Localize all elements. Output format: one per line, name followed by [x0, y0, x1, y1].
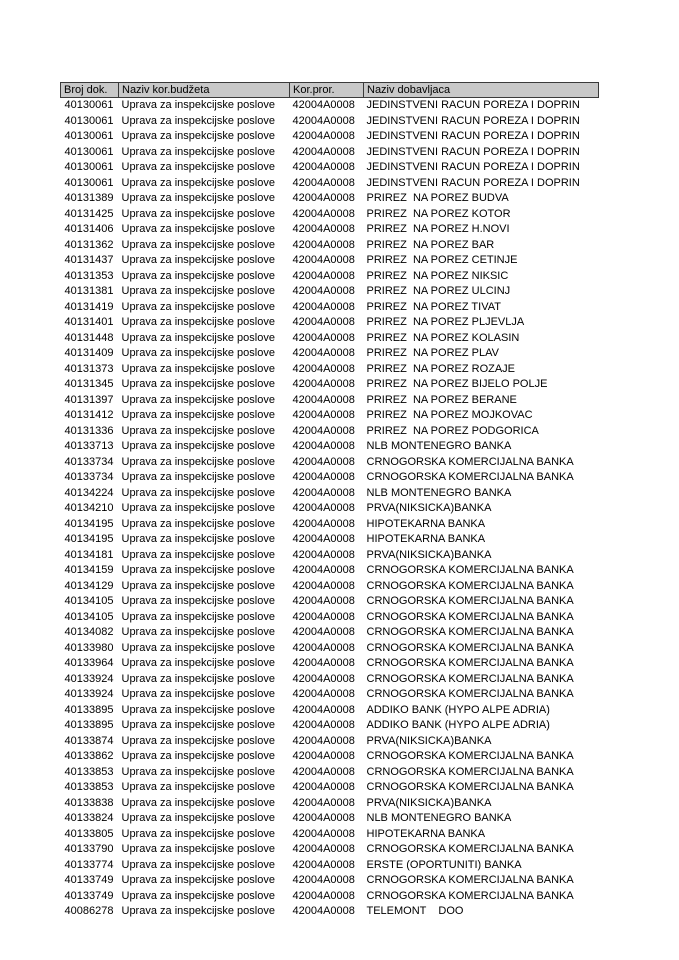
cell-naziv-dobavljaca: PRIREZ NA POREZ KOTOR: [366, 207, 511, 220]
cell-broj-dok: 40133805: [64, 827, 114, 840]
cell-broj-dok: 40134195: [64, 533, 114, 545]
cell-broj-dok: 40086278: [64, 905, 114, 917]
cell-broj-dok: 40131345: [64, 378, 114, 390]
cell-broj-dok: 40131373: [64, 362, 114, 375]
cell-naziv-kor-budzeta: Uprava za inspekcijske poslove: [121, 579, 275, 592]
table-row[interactable]: [61, 408, 599, 424]
table-row[interactable]: [61, 703, 599, 719]
column-header-naziv-dobavljaca[interactable]: Naziv dobavljaca: [364, 83, 599, 98]
cell-naziv-kor-budzeta: Uprava za inspekcijske poslove: [121, 781, 275, 793]
cell-naziv-dobavljaca: JEDINSTVENI RACUN POREZA I DOPRIN: [366, 176, 580, 189]
cell-kor-pror: 42004A0008: [292, 409, 355, 421]
cell-naziv-kor-budzeta: Uprava za inspekcijske poslove: [121, 517, 275, 530]
cell-naziv-kor-budzeta: Uprava za inspekcijske poslove: [121, 750, 275, 762]
table-row[interactable]: [61, 904, 599, 920]
cell-broj-dok: 40130061: [64, 114, 114, 127]
cell-naziv-kor-budzeta: Uprava za inspekcijske poslove: [121, 285, 275, 297]
cell-kor-pror: 42004A0008: [292, 176, 355, 189]
cell-naziv-kor-budzeta: Uprava za inspekcijske poslove: [121, 812, 275, 824]
cell-naziv-kor-budzeta: Uprava za inspekcijske poslove: [121, 564, 275, 576]
cell-kor-pror: 42004A0008: [292, 812, 355, 824]
table-row[interactable]: [61, 842, 599, 858]
cell-broj-dok: 40134082: [64, 626, 114, 638]
cell-broj-dok: 40131406: [64, 223, 114, 235]
cell-broj-dok: 40134195: [64, 517, 114, 530]
cell-naziv-kor-budzeta: Uprava za inspekcijske poslove: [121, 254, 275, 266]
cell-naziv-dobavljaca: PRIREZ NA POREZ TIVAT: [366, 300, 501, 313]
table-row[interactable]: [61, 687, 599, 703]
table-row[interactable]: [61, 284, 599, 300]
cell-kor-pror: 42004A0008: [292, 610, 355, 623]
cell-naziv-dobavljaca: JEDINSTVENI RACUN POREZA I DOPRIN: [366, 145, 580, 158]
cell-kor-pror: 42004A0008: [292, 393, 355, 406]
cell-kor-pror: 42004A0008: [292, 238, 355, 251]
cell-broj-dok: 40133853: [64, 765, 114, 778]
table-row[interactable]: [61, 315, 599, 331]
table-body: [61, 98, 599, 920]
cell-naziv-dobavljaca: PRVA(NIKSICKA)BANKA: [366, 548, 492, 561]
cell-broj-dok: 40131401: [64, 316, 114, 328]
cell-naziv-kor-budzeta: Uprava za inspekcijske poslove: [121, 858, 275, 871]
cell-naziv-kor-budzeta: Uprava za inspekcijske poslove: [121, 176, 275, 189]
cell-kor-pror: 42004A0008: [292, 517, 355, 530]
cell-naziv-kor-budzeta: Uprava za inspekcijske poslove: [121, 409, 275, 421]
cell-kor-pror: 42004A0008: [292, 905, 355, 917]
cell-broj-dok: 40130061: [64, 99, 114, 111]
cell-kor-pror: 42004A0008: [292, 207, 355, 220]
cell-kor-pror: 42004A0008: [292, 548, 355, 561]
table-row[interactable]: [61, 625, 599, 641]
table-row[interactable]: [61, 393, 599, 409]
cell-kor-pror: 42004A0008: [292, 641, 355, 654]
cell-broj-dok: 40131353: [64, 269, 114, 282]
table-row[interactable]: [61, 734, 599, 750]
cell-naziv-dobavljaca: ADDIKO BANK (HYPO ALPE ADRIA): [366, 703, 550, 716]
cell-naziv-kor-budzeta: Uprava za inspekcijske poslove: [121, 874, 275, 886]
cell-naziv-dobavljaca: HIPOTEKARNA BANKA: [366, 517, 486, 530]
cell-naziv-kor-budzeta: Uprava za inspekcijske poslove: [121, 827, 275, 840]
cell-naziv-dobavljaca: CRNOGORSKA KOMERCIJALNA BANKA: [366, 610, 574, 623]
cell-naziv-kor-budzeta: Uprava za inspekcijske poslove: [121, 238, 275, 251]
cell-kor-pror: 42004A0008: [292, 579, 355, 592]
cell-broj-dok: 40131409: [64, 347, 114, 359]
cell-naziv-dobavljaca: TELEMONT DOO: [366, 905, 464, 917]
cell-kor-pror: 42004A0008: [292, 827, 355, 840]
cell-broj-dok: 40133749: [64, 874, 114, 886]
cell-kor-pror: 42004A0008: [292, 114, 355, 127]
cell-naziv-dobavljaca: JEDINSTVENI RACUN POREZA I DOPRIN: [366, 114, 580, 127]
cell-naziv-kor-budzeta: Uprava za inspekcijske poslove: [121, 626, 275, 638]
cell-naziv-kor-budzeta: Uprava za inspekcijske poslove: [121, 455, 275, 468]
cell-kor-pror: 42004A0008: [292, 300, 355, 313]
cell-naziv-dobavljaca: CRNOGORSKA KOMERCIJALNA BANKA: [366, 688, 574, 700]
table-row[interactable]: [61, 160, 599, 176]
table-row[interactable]: [61, 517, 599, 533]
cell-naziv-dobavljaca: PRVA(NIKSICKA)BANKA: [366, 796, 492, 809]
cell-broj-dok: 40131437: [64, 254, 114, 266]
cell-kor-pror: 42004A0008: [292, 347, 355, 359]
cell-naziv-kor-budzeta: Uprava za inspekcijske poslove: [121, 533, 275, 545]
cell-broj-dok: 40133924: [64, 672, 114, 685]
cell-kor-pror: 42004A0008: [292, 765, 355, 778]
table-row[interactable]: [61, 749, 599, 765]
table-row[interactable]: [61, 98, 599, 114]
table-row[interactable]: [61, 641, 599, 657]
cell-naziv-dobavljaca: PRIREZ NA POREZ CETINJE: [366, 254, 518, 266]
table-row[interactable]: [61, 501, 599, 517]
cell-naziv-dobavljaca: NLB MONTENEGRO BANKA: [366, 440, 512, 452]
table-row[interactable]: [61, 331, 599, 347]
cell-naziv-dobavljaca: PRIREZ NA POREZ BAR: [366, 238, 495, 251]
cell-naziv-dobavljaca: PRIREZ NA POREZ NIKSIC: [366, 269, 509, 282]
cell-naziv-dobavljaca: PRIREZ NA POREZ BERANE: [366, 393, 517, 406]
cell-broj-dok: 40133838: [64, 796, 114, 809]
cell-broj-dok: 40134210: [64, 502, 114, 514]
column-header-broj-dok[interactable]: Broj dok.: [61, 83, 119, 98]
cell-broj-dok: 40133749: [64, 889, 114, 902]
cell-naziv-dobavljaca: CRNOGORSKA KOMERCIJALNA BANKA: [366, 843, 574, 855]
cell-naziv-kor-budzeta: Uprava za inspekcijske poslove: [121, 424, 275, 437]
cell-broj-dok: 40131419: [64, 300, 114, 313]
cell-naziv-dobavljaca: PRIREZ NA POREZ PLJEVLJA: [366, 316, 525, 328]
documents-table: [60, 82, 599, 920]
cell-kor-pror: 42004A0008: [292, 533, 355, 545]
cell-naziv-dobavljaca: CRNOGORSKA KOMERCIJALNA BANKA: [366, 471, 574, 483]
cell-naziv-kor-budzeta: Uprava za inspekcijske poslove: [121, 672, 275, 685]
table-row[interactable]: [61, 532, 599, 548]
cell-broj-dok: 40131381: [64, 285, 114, 297]
cell-kor-pror: 42004A0008: [292, 750, 355, 762]
cell-kor-pror: 42004A0008: [292, 672, 355, 685]
table-row[interactable]: [61, 362, 599, 378]
cell-naziv-dobavljaca: PRIREZ NA POREZ MOJKOVAC: [366, 409, 533, 421]
table-row[interactable]: [61, 470, 599, 486]
table-row[interactable]: [61, 889, 599, 905]
cell-naziv-kor-budzeta: Uprava za inspekcijske poslove: [121, 734, 275, 747]
cell-kor-pror: 42004A0008: [292, 626, 355, 638]
cell-kor-pror: 42004A0008: [292, 455, 355, 468]
cell-kor-pror: 42004A0008: [292, 378, 355, 390]
cell-naziv-dobavljaca: HIPOTEKARNA BANKA: [366, 827, 486, 840]
cell-kor-pror: 42004A0008: [292, 843, 355, 855]
cell-kor-pror: 42004A0008: [292, 486, 355, 499]
cell-naziv-dobavljaca: CRNOGORSKA KOMERCIJALNA BANKA: [366, 657, 574, 669]
cell-kor-pror: 42004A0008: [292, 440, 355, 452]
cell-kor-pror: 42004A0008: [292, 316, 355, 328]
cell-naziv-dobavljaca: CRNOGORSKA KOMERCIJALNA BANKA: [366, 641, 574, 654]
cell-naziv-dobavljaca: PRIREZ NA POREZ BUDVA: [366, 192, 509, 204]
table-row[interactable]: [61, 269, 599, 285]
table-row[interactable]: [61, 222, 599, 238]
cell-naziv-kor-budzeta: Uprava za inspekcijske poslove: [121, 300, 275, 313]
cell-naziv-kor-budzeta: Uprava za inspekcijske poslove: [121, 347, 275, 359]
cell-naziv-kor-budzeta: Uprava za inspekcijske poslove: [121, 843, 275, 855]
cell-naziv-kor-budzeta: Uprava za inspekcijske poslove: [121, 889, 275, 902]
table-row[interactable]: [61, 207, 599, 223]
table-row[interactable]: [61, 377, 599, 393]
cell-naziv-kor-budzeta: Uprava za inspekcijske poslove: [121, 471, 275, 483]
cell-kor-pror: 42004A0008: [292, 269, 355, 282]
cell-naziv-dobavljaca: ERSTE (OPORTUNITI) BANKA: [366, 858, 522, 871]
cell-kor-pror: 42004A0008: [292, 595, 355, 607]
cell-naziv-dobavljaca: PRIREZ NA POREZ ROZAJE: [366, 362, 516, 375]
cell-kor-pror: 42004A0008: [292, 424, 355, 437]
cell-broj-dok: 40133895: [64, 703, 114, 716]
table-row[interactable]: [61, 455, 599, 471]
cell-naziv-dobavljaca: CRNOGORSKA KOMERCIJALNA BANKA: [366, 626, 574, 638]
cell-broj-dok: 40134181: [64, 548, 114, 561]
cell-broj-dok: 40134105: [64, 595, 114, 607]
table-header-row: [61, 83, 599, 98]
cell-broj-dok: 40133964: [64, 657, 114, 669]
table-row[interactable]: [61, 253, 599, 269]
cell-kor-pror: 42004A0008: [292, 781, 355, 793]
cell-naziv-kor-budzeta: Uprava za inspekcijske poslove: [121, 610, 275, 623]
cell-kor-pror: 42004A0008: [292, 502, 355, 514]
cell-naziv-kor-budzeta: Uprava za inspekcijske poslove: [121, 269, 275, 282]
table-row[interactable]: [61, 346, 599, 362]
table-row[interactable]: [61, 439, 599, 455]
cell-kor-pror: 42004A0008: [292, 657, 355, 669]
cell-naziv-dobavljaca: CRNOGORSKA KOMERCIJALNA BANKA: [366, 672, 574, 685]
table-row[interactable]: [61, 486, 599, 502]
cell-naziv-dobavljaca: PRIREZ NA POREZ H.NOVI: [366, 223, 510, 235]
cell-broj-dok: 40133734: [64, 471, 114, 483]
table-row[interactable]: [61, 563, 599, 579]
cell-naziv-dobavljaca: CRNOGORSKA KOMERCIJALNA BANKA: [366, 889, 574, 902]
cell-naziv-dobavljaca: PRVA(NIKSICKA)BANKA: [366, 734, 492, 747]
cell-naziv-kor-budzeta: Uprava za inspekcijske poslove: [121, 223, 275, 235]
cell-naziv-dobavljaca: PRIREZ NA POREZ ULCINJ: [366, 285, 511, 297]
table-row[interactable]: [61, 610, 599, 626]
cell-broj-dok: 40133713: [64, 440, 114, 452]
cell-kor-pror: 42004A0008: [292, 362, 355, 375]
cell-naziv-dobavljaca: CRNOGORSKA KOMERCIJALNA BANKA: [366, 781, 574, 793]
cell-kor-pror: 42004A0008: [292, 130, 355, 142]
table-row[interactable]: [61, 548, 599, 564]
cell-naziv-kor-budzeta: Uprava za inspekcijske poslove: [121, 192, 275, 204]
cell-broj-dok: 40131336: [64, 424, 114, 437]
cell-naziv-kor-budzeta: Uprava za inspekcijske poslove: [121, 145, 275, 158]
table-row[interactable]: [61, 672, 599, 688]
cell-naziv-kor-budzeta: Uprava za inspekcijske poslove: [121, 657, 275, 669]
cell-naziv-kor-budzeta: Uprava za inspekcijske poslove: [121, 765, 275, 778]
cell-broj-dok: 40131389: [64, 192, 114, 204]
cell-broj-dok: 40131425: [64, 207, 114, 220]
cell-naziv-dobavljaca: CRNOGORSKA KOMERCIJALNA BANKA: [366, 765, 574, 778]
table-row[interactable]: [61, 594, 599, 610]
cell-naziv-kor-budzeta: Uprava za inspekcijske poslove: [121, 595, 275, 607]
table-row[interactable]: [61, 656, 599, 672]
column-header-naziv-kor-budzeta[interactable]: Naziv kor.budžeta: [119, 83, 290, 98]
cell-naziv-dobavljaca: PRIREZ NA POREZ BIJELO POLJE: [366, 378, 548, 390]
cell-naziv-dobavljaca: CRNOGORSKA KOMERCIJALNA BANKA: [366, 455, 574, 468]
table-row[interactable]: [61, 129, 599, 145]
cell-kor-pror: 42004A0008: [292, 331, 355, 344]
cell-kor-pror: 42004A0008: [292, 889, 355, 902]
cell-naziv-kor-budzeta: Uprava za inspekcijske poslove: [121, 905, 275, 917]
table-row[interactable]: [61, 176, 599, 192]
cell-broj-dok: 40133874: [64, 734, 114, 747]
table-row[interactable]: [61, 191, 599, 207]
cell-naziv-dobavljaca: CRNOGORSKA KOMERCIJALNA BANKA: [366, 595, 574, 607]
table-row[interactable]: [61, 579, 599, 595]
table-row[interactable]: [61, 811, 599, 827]
cell-naziv-dobavljaca: HIPOTEKARNA BANKA: [366, 533, 486, 545]
cell-naziv-kor-budzeta: Uprava za inspekcijske poslove: [121, 393, 275, 406]
table-row[interactable]: [61, 424, 599, 440]
cell-naziv-kor-budzeta: Uprava za inspekcijske poslove: [121, 796, 275, 809]
cell-naziv-kor-budzeta: Uprava za inspekcijske poslove: [121, 486, 275, 499]
cell-naziv-dobavljaca: PRVA(NIKSICKA)BANKA: [366, 502, 492, 514]
cell-naziv-dobavljaca: JEDINSTVENI RACUN POREZA I DOPRIN: [366, 161, 580, 173]
cell-naziv-dobavljaca: CRNOGORSKA KOMERCIJALNA BANKA: [366, 579, 574, 592]
cell-broj-dok: 40131448: [64, 331, 114, 344]
table-row[interactable]: [61, 238, 599, 254]
cell-broj-dok: 40131412: [64, 409, 114, 421]
cell-broj-dok: 40133924: [64, 688, 114, 700]
cell-kor-pror: 42004A0008: [292, 192, 355, 204]
cell-broj-dok: 40133862: [64, 750, 114, 762]
table-row[interactable]: [61, 873, 599, 889]
cell-kor-pror: 42004A0008: [292, 145, 355, 158]
cell-broj-dok: 40131362: [64, 238, 114, 251]
cell-broj-dok: 40133853: [64, 781, 114, 793]
cell-naziv-dobavljaca: JEDINSTVENI RACUN POREZA I DOPRIN: [366, 99, 580, 111]
cell-kor-pror: 42004A0008: [292, 99, 355, 111]
cell-naziv-kor-budzeta: Uprava za inspekcijske poslove: [121, 114, 275, 127]
cell-broj-dok: 40130061: [64, 145, 114, 158]
cell-broj-dok: 40131397: [64, 393, 114, 406]
table-row[interactable]: [61, 718, 599, 734]
cell-naziv-kor-budzeta: Uprava za inspekcijske poslove: [121, 161, 275, 173]
cell-naziv-kor-budzeta: Uprava za inspekcijske poslove: [121, 331, 275, 344]
table-row[interactable]: [61, 796, 599, 812]
cell-naziv-kor-budzeta: Uprava za inspekcijske poslove: [121, 641, 275, 654]
cell-kor-pror: 42004A0008: [292, 285, 355, 297]
cell-naziv-kor-budzeta: Uprava za inspekcijske poslove: [121, 440, 275, 452]
cell-naziv-kor-budzeta: Uprava za inspekcijske poslove: [121, 502, 275, 514]
cell-broj-dok: 40134159: [64, 564, 114, 576]
cell-naziv-kor-budzeta: Uprava za inspekcijske poslove: [121, 130, 275, 142]
cell-naziv-dobavljaca: PRIREZ NA POREZ PLAV: [366, 347, 499, 359]
cell-naziv-dobavljaca: PRIREZ NA POREZ KOLASIN: [366, 331, 520, 344]
cell-kor-pror: 42004A0008: [292, 161, 355, 173]
cell-naziv-dobavljaca: NLB MONTENEGRO BANKA: [366, 486, 512, 499]
cell-kor-pror: 42004A0008: [292, 858, 355, 871]
cell-broj-dok: 40130061: [64, 130, 114, 142]
cell-broj-dok: 40133824: [64, 812, 114, 824]
cell-naziv-kor-budzeta: Uprava za inspekcijske poslove: [121, 548, 275, 561]
cell-broj-dok: 40133980: [64, 641, 114, 654]
cell-naziv-kor-budzeta: Uprava za inspekcijske poslove: [121, 207, 275, 220]
cell-kor-pror: 42004A0008: [292, 688, 355, 700]
table-row[interactable]: [61, 300, 599, 316]
cell-kor-pror: 42004A0008: [292, 471, 355, 483]
table-row[interactable]: [61, 145, 599, 161]
cell-broj-dok: 40130061: [64, 176, 114, 189]
table-row[interactable]: [61, 765, 599, 781]
table-row[interactable]: [61, 780, 599, 796]
cell-naziv-kor-budzeta: Uprava za inspekcijske poslove: [121, 688, 275, 700]
cell-naziv-dobavljaca: CRNOGORSKA KOMERCIJALNA BANKA: [366, 874, 574, 886]
cell-kor-pror: 42004A0008: [292, 564, 355, 576]
cell-kor-pror: 42004A0008: [292, 874, 355, 886]
cell-broj-dok: 40133790: [64, 843, 114, 855]
cell-kor-pror: 42004A0008: [292, 796, 355, 809]
cell-naziv-kor-budzeta: Uprava za inspekcijske poslove: [121, 703, 275, 716]
cell-naziv-dobavljaca: ADDIKO BANK (HYPO ALPE ADRIA): [366, 719, 550, 731]
cell-naziv-kor-budzeta: Uprava za inspekcijske poslove: [121, 362, 275, 375]
cell-naziv-dobavljaca: JEDINSTVENI RACUN POREZA I DOPRIN: [366, 130, 580, 142]
cell-kor-pror: 42004A0008: [292, 734, 355, 747]
table-row[interactable]: [61, 114, 599, 130]
cell-kor-pror: 42004A0008: [292, 703, 355, 716]
cell-naziv-kor-budzeta: Uprava za inspekcijske poslove: [121, 99, 275, 111]
cell-naziv-dobavljaca: CRNOGORSKA KOMERCIJALNA BANKA: [366, 750, 574, 762]
table-row[interactable]: [61, 858, 599, 874]
cell-kor-pror: 42004A0008: [292, 223, 355, 235]
cell-naziv-kor-budzeta: Uprava za inspekcijske poslove: [121, 378, 275, 390]
cell-naziv-kor-budzeta: Uprava za inspekcijske poslove: [121, 316, 275, 328]
cell-broj-dok: 40133895: [64, 719, 114, 731]
cell-broj-dok: 40133774: [64, 858, 114, 871]
cell-naziv-kor-budzeta: Uprava za inspekcijske poslove: [121, 719, 275, 731]
cell-broj-dok: 40134224: [64, 486, 114, 499]
cell-kor-pror: 42004A0008: [292, 719, 355, 731]
cell-kor-pror: 42004A0008: [292, 254, 355, 266]
cell-broj-dok: 40133734: [64, 455, 114, 468]
cell-naziv-dobavljaca: CRNOGORSKA KOMERCIJALNA BANKA: [366, 564, 574, 576]
column-header-kor-pror[interactable]: Kor.pror.: [290, 83, 364, 98]
cell-broj-dok: 40130061: [64, 161, 114, 173]
cell-broj-dok: 40134129: [64, 579, 114, 592]
cell-naziv-dobavljaca: NLB MONTENEGRO BANKA: [366, 812, 512, 824]
table-row[interactable]: [61, 827, 599, 843]
cell-broj-dok: 40134105: [64, 610, 114, 623]
cell-naziv-dobavljaca: PRIREZ NA POREZ PODGORICA: [366, 424, 539, 437]
